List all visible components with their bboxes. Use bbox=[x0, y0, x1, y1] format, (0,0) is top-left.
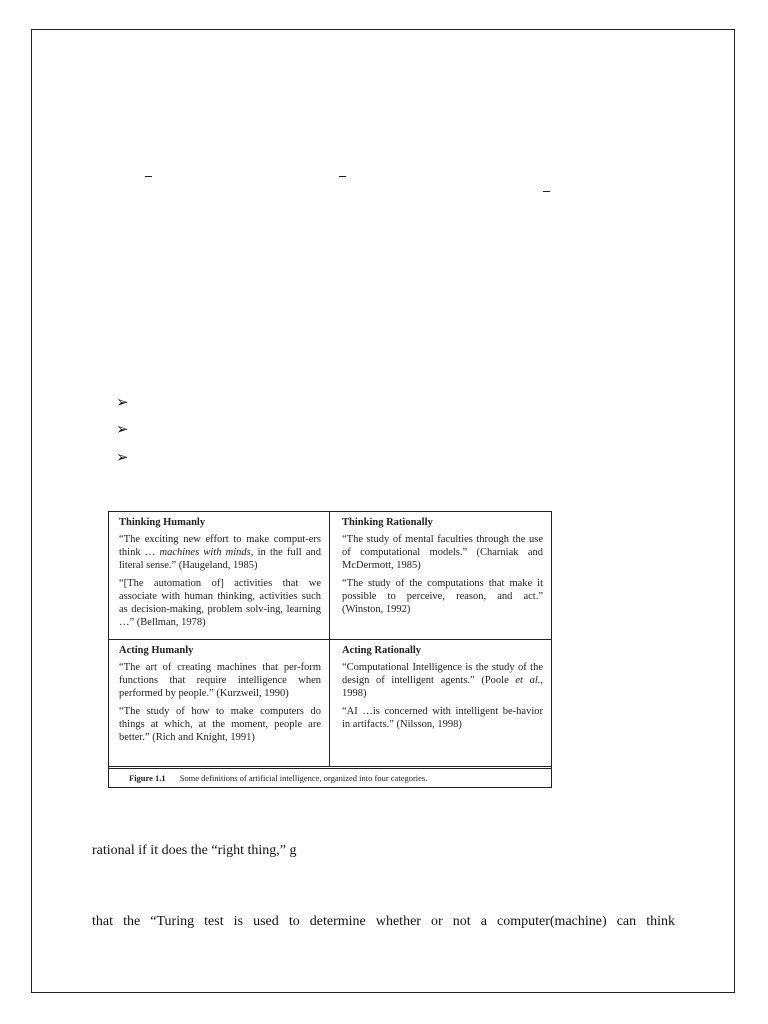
cell-acting-humanly bbox=[109, 640, 329, 766]
arrow-bullet-icon: ➢ bbox=[116, 393, 129, 411]
caption-rule bbox=[109, 766, 551, 769]
arrow-bullet-icon: ➢ bbox=[116, 448, 129, 466]
dash-mark bbox=[339, 176, 346, 177]
quote: “AI …is concerned with intelligent be-havior in artifacts.” (Nilsson, 1998) bbox=[342, 706, 543, 730]
figure-number: Figure 1.1 bbox=[129, 773, 166, 783]
quote-text: , in the full and literal sense.” (Haugeland, 1985) bbox=[119, 547, 321, 571]
quote-text: , 1998) bbox=[342, 675, 543, 699]
cell-title: Acting Rationally bbox=[342, 645, 422, 656]
cell-thinking-humanly bbox=[109, 512, 329, 639]
quote-italic: machines with minds bbox=[159, 547, 251, 558]
quote: “The art of creating machines that per-form functions that require intelligence when performed by people.” (Kurzweil, 1990) bbox=[119, 662, 321, 699]
quote: “The study of mental faculties through the use of computational models.” (Charniak and McDermott, 1985) bbox=[342, 534, 543, 571]
body-text-line: rational if it does the “right thing,” g bbox=[92, 843, 297, 858]
figure-ai-definitions bbox=[108, 511, 552, 788]
figure-caption bbox=[129, 773, 427, 783]
quote bbox=[119, 533, 321, 572]
quote-italic: et al. bbox=[515, 675, 541, 686]
quote: “The study of how to make computers do things at which, at the moment, people are better.” (Rich and Knight, 1991) bbox=[119, 706, 321, 743]
quote-text: “The exciting new effort to make comput-ers think … bbox=[119, 534, 321, 558]
cell-title: Thinking Humanly bbox=[119, 517, 206, 528]
dash-mark bbox=[145, 176, 152, 177]
quote bbox=[342, 661, 543, 700]
dash-mark bbox=[543, 191, 550, 192]
quote: “[The automation of] activities that we associate with human thinking, activities such as decision-making, problem solv-ing, learning …” (Bellman, 1978) bbox=[119, 578, 321, 628]
cell-title: Thinking Rationally bbox=[342, 517, 433, 528]
cell-title: Acting Humanly bbox=[119, 645, 194, 656]
body-text-line: that the “Turing test is used to determine whether or not a computer(machine) can think bbox=[92, 914, 675, 929]
caption-text: Some definitions of artificial intelligence, organized into four categories. bbox=[179, 773, 428, 783]
arrow-bullet-icon: ➢ bbox=[116, 420, 129, 438]
definitions-grid bbox=[109, 512, 551, 766]
quote-text: “Computational Intelligence is the study of the design of intelligent agents.” (Poole bbox=[342, 662, 543, 686]
quote: “The study of the computations that make it possible to perceive, reason, and act.” (Winston, 1992) bbox=[342, 578, 543, 615]
cell-thinking-rationally bbox=[330, 512, 551, 639]
cell-acting-rationally bbox=[330, 640, 551, 766]
